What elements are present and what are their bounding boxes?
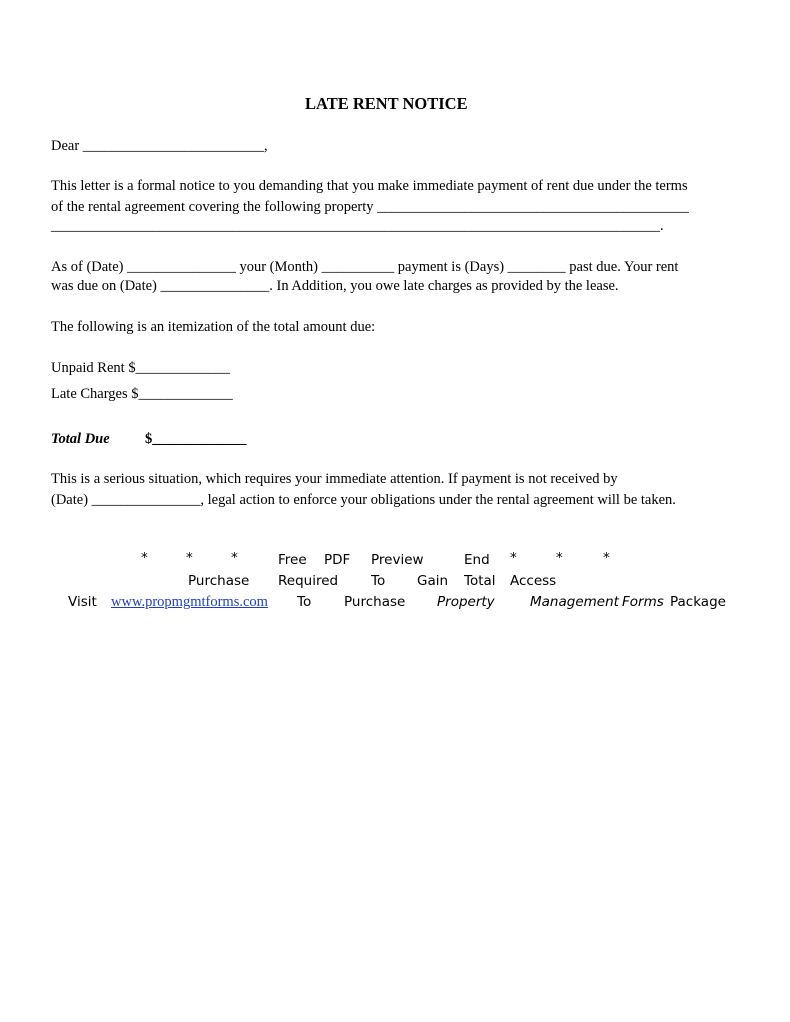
total-due-value: $_____________ bbox=[145, 431, 247, 447]
footer-word-to: To bbox=[371, 573, 386, 589]
footer-word-required: Required bbox=[278, 573, 339, 589]
paragraph-1-line-2: of the rental agreement covering the following property ___________________________________________ bbox=[51, 199, 689, 215]
footer-word-purchase: Purchase bbox=[188, 573, 250, 589]
paragraph-1-line-3: ____________________________________________________________________________________. bbox=[51, 218, 664, 234]
footer-word-gain: Gain bbox=[417, 573, 449, 589]
footer-word-package: Package bbox=[670, 594, 726, 610]
website-link[interactable]: www.propmgmtforms.com bbox=[111, 594, 268, 610]
footer-asterisk: * bbox=[510, 550, 517, 566]
salutation: Dear _________________________, bbox=[51, 138, 268, 154]
paragraph-3-line-1: This is a serious situation, which requires your immediate attention. If payment is not received by bbox=[51, 471, 618, 487]
footer-word-visit: Visit bbox=[68, 594, 97, 610]
late-charges-line: Late Charges $_____________ bbox=[51, 386, 233, 402]
footer-word-total: Total bbox=[464, 573, 496, 589]
paragraph-3-line-2: (Date) _______________, legal action to enforce your obligations under the rental agreement will be taken. bbox=[51, 492, 676, 508]
footer-word-free: Free bbox=[278, 552, 307, 568]
footer-word-management: Management bbox=[530, 594, 619, 610]
unpaid-rent-line: Unpaid Rent $_____________ bbox=[51, 360, 230, 376]
footer-word-preview: Preview bbox=[371, 552, 424, 568]
footer-word-end: End bbox=[464, 552, 490, 568]
total-due-label: Total Due bbox=[51, 431, 110, 447]
paragraph-2-line-1: As of (Date) _______________ your (Month) __________ payment is (Days) ________ past due. Your rent bbox=[51, 259, 679, 275]
footer-asterisk: * bbox=[141, 550, 148, 566]
footer-word-property: Property bbox=[437, 594, 495, 610]
footer-asterisk: * bbox=[603, 550, 610, 566]
footer-word-forms: Forms bbox=[622, 594, 664, 610]
paragraph-1-line-1: This letter is a formal notice to you demanding that you make immediate payment of rent due under the terms bbox=[51, 178, 688, 194]
page-title: LATE RENT NOTICE bbox=[305, 94, 468, 113]
footer-word-to: To bbox=[297, 594, 312, 610]
footer-asterisk: * bbox=[231, 550, 238, 566]
footer-asterisk: * bbox=[556, 550, 563, 566]
footer-word-access: Access bbox=[510, 573, 557, 589]
itemization-intro: The following is an itemization of the total amount due: bbox=[51, 319, 376, 335]
paragraph-2-line-2: was due on (Date) _______________. In Addition, you owe late charges as provided by the lease. bbox=[51, 278, 619, 294]
footer-asterisk: * bbox=[186, 550, 193, 566]
footer-word-pdf: PDF bbox=[324, 552, 351, 568]
footer-word-purchase: Purchase bbox=[344, 594, 406, 610]
